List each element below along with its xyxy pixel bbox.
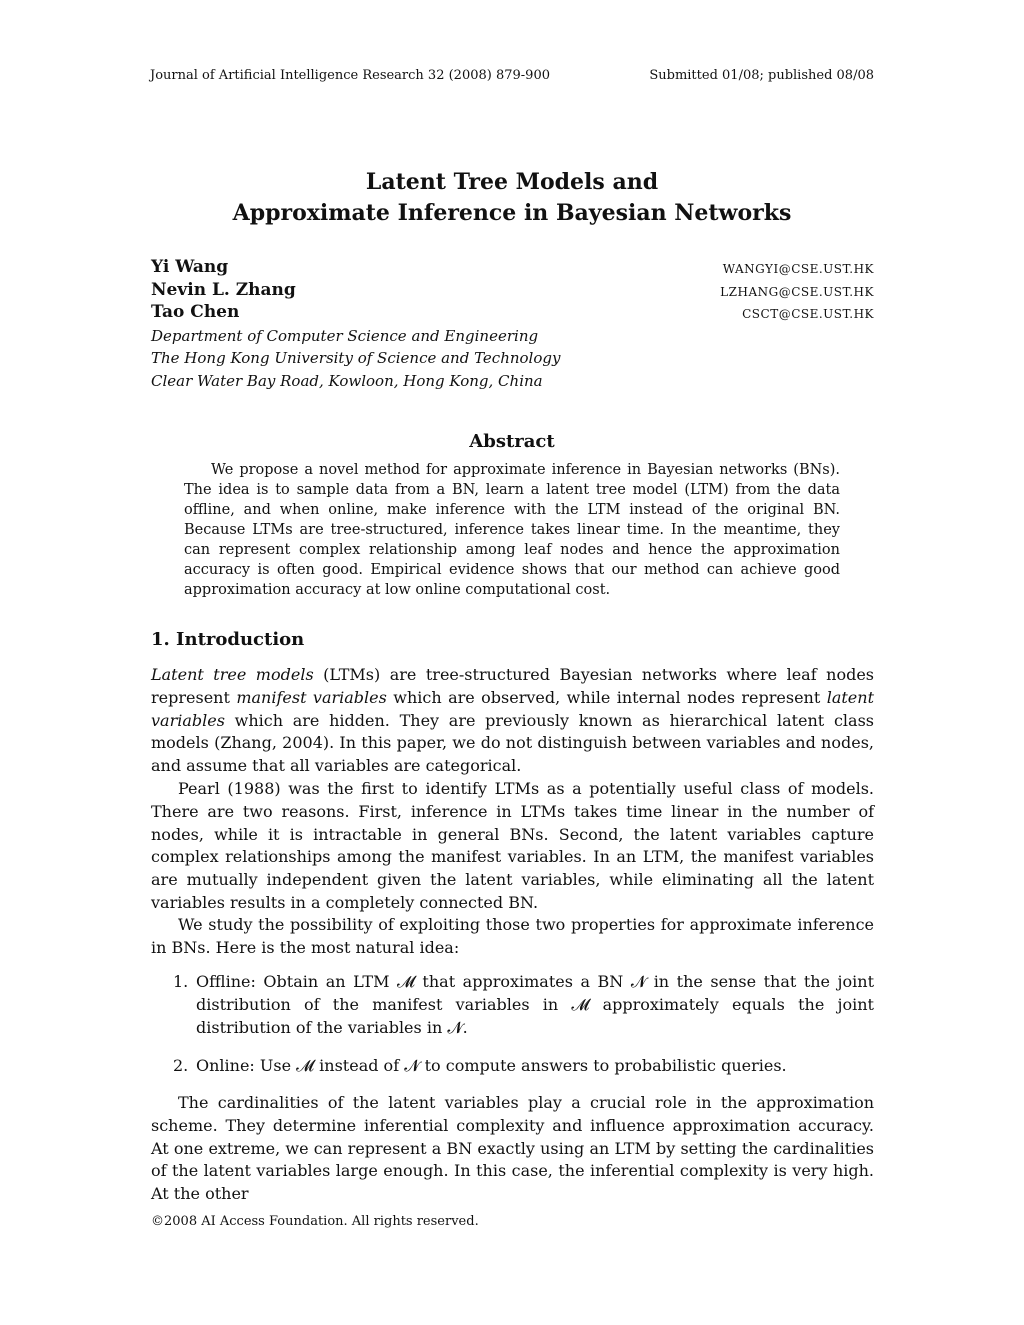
list-text: Online: Use 𝓜 instead of 𝓝 to compute answers to probabilistic queries. bbox=[196, 1056, 787, 1075]
list-text: Offline: Obtain an LTM 𝓜 that approximates a BN 𝓝 in the sense that the joint distribution of the manifest variables in 𝓜 approximately equals the joint distribution of the variables in 𝓝. bbox=[196, 972, 874, 1037]
abstract-text: We propose a novel method for approximate inference in Bayesian networks (BNs). The idea is to sample data from a BN, learn a latent tree model (LTM) from the data offline, and when online, make inference with the LTM instead of the original BN. Because LTMs are tree-structured, inference takes linear time. In the meantime, they can represent complex relationship among leaf nodes and hence the approximation accuracy is often good. Empirical evidence shows that our method can achieve good approximation accuracy at low online computational cost. bbox=[184, 462, 840, 598]
author-email: CSCT@CSE.UST.HK bbox=[742, 307, 874, 321]
list-number: 2. bbox=[173, 1056, 189, 1075]
copyright-footer: ©2008 AI Access Foundation. All rights reserved. bbox=[151, 1214, 479, 1229]
affiliation-line: Clear Water Bay Road, Kowloon, Hong Kong, China bbox=[151, 372, 543, 390]
emphasis-term: Latent tree models bbox=[151, 665, 314, 684]
paragraph-text: which are hidden. They are previously known as hierarchical latent class models (Zhang, 2004). In this paper, we do not distinguish between variables and nodes, and assume that all variables are categorical. bbox=[151, 710, 874, 776]
paragraph bbox=[151, 664, 874, 778]
paragraph-text: (LTMs) are tree-structured Bayesian networks where leaf nodes represent bbox=[151, 665, 874, 707]
emphasis-term: latent variables bbox=[151, 687, 875, 730]
submission-dates: Submitted 01/08; published 08/08 bbox=[649, 68, 874, 83]
section-heading: 1. Introduction bbox=[151, 629, 305, 650]
paragraph: We study the possibility of exploiting those two properties for approximate inference in BNs. Here is the most natural idea: bbox=[151, 915, 874, 957]
list-item bbox=[173, 971, 874, 1039]
author-name: Tao Chen bbox=[151, 302, 240, 322]
paper-title bbox=[0, 167, 1024, 229]
list-number: 1. bbox=[173, 972, 189, 991]
title-line-2: Approximate Inference in Bayesian Networks bbox=[232, 200, 792, 226]
paragraph-text: which are observed, while internal nodes represent bbox=[386, 687, 827, 707]
affiliation-line: Department of Computer Science and Engineering bbox=[151, 327, 539, 345]
affiliation-line: The Hong Kong University of Science and Technology bbox=[151, 349, 561, 367]
author-name: Yi Wang bbox=[151, 257, 229, 277]
paragraph: Pearl (1988) was the first to identify LTMs as a potentially useful class of models. There are two reasons. First, inference in LTMs takes time linear in the number of nodes, while it is intractable in general BNs. Second, the latent variables capture complex relationships among the manifest variables. In an LTM, the manifest variables are mutually independent given the latent variables, while eliminating all the latent variables results in a completely connected BN. bbox=[151, 779, 874, 912]
journal-header: Journal of Artificial Intelligence Research 32 (2008) 879-900 bbox=[150, 68, 550, 83]
author-email: WANGYI@CSE.UST.HK bbox=[722, 262, 874, 276]
paragraph: The cardinalities of the latent variables play a crucial role in the approximation scheme. They determine inferential complexity and influence approximation accuracy. At one extreme, we can represent a BN exactly using an LTM by setting the cardinalities of the latent variables large enough. In this case, the inferential complexity is very high. At the other bbox=[151, 1093, 874, 1204]
emphasis-term: manifest variables bbox=[236, 687, 387, 707]
author-email: LZHANG@CSE.UST.HK bbox=[720, 285, 874, 299]
title-line-1: Latent Tree Models and bbox=[365, 169, 659, 195]
author-name: Nevin L. Zhang bbox=[151, 280, 296, 300]
abstract-heading: Abstract bbox=[469, 431, 555, 452]
list-item bbox=[173, 1055, 874, 1078]
